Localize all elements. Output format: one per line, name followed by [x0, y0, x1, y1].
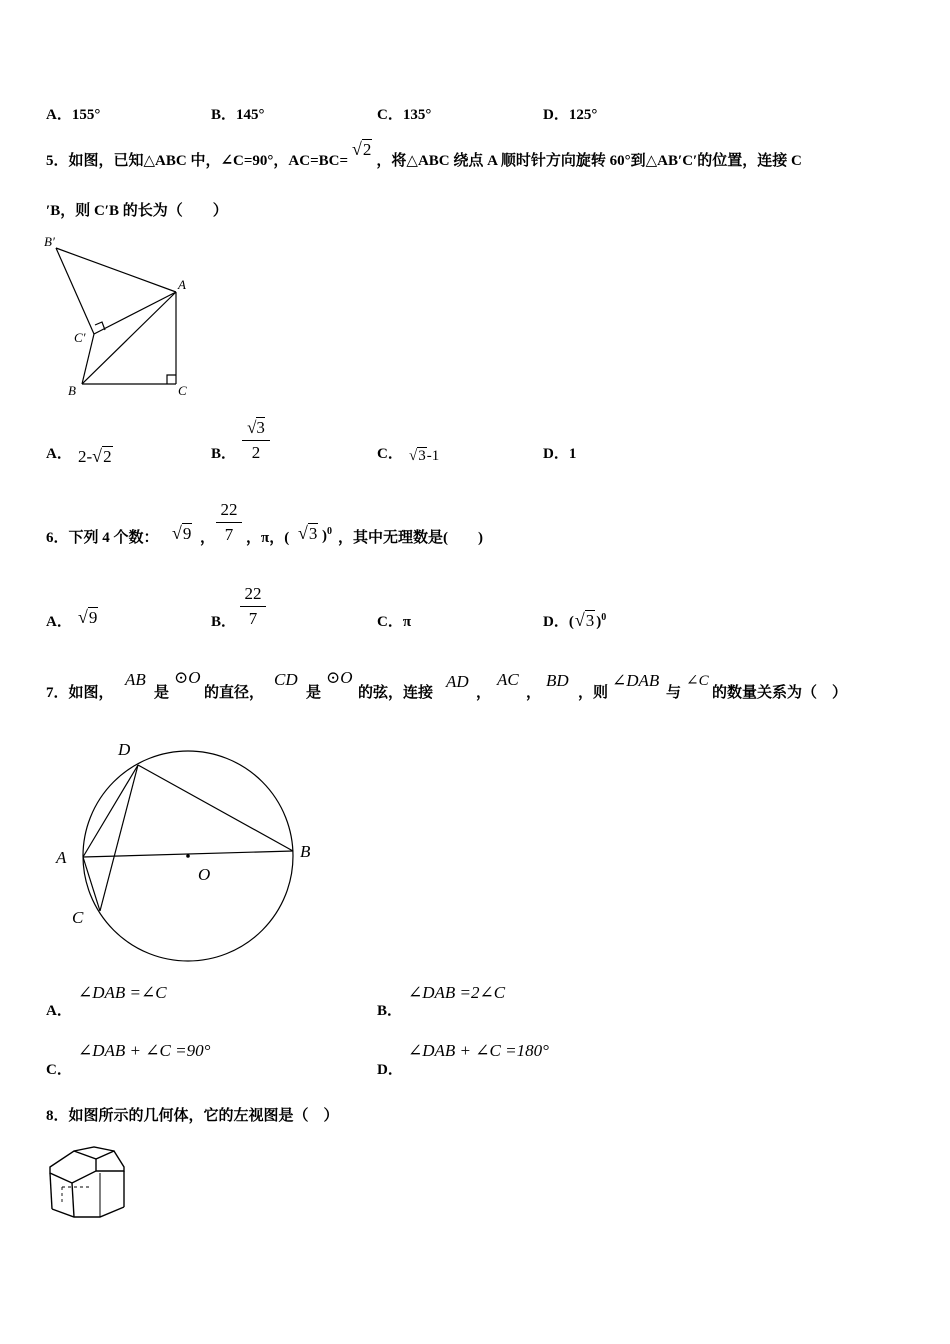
q7-m-angle-c: ∠C	[686, 673, 709, 689]
q7-chord-bd	[138, 765, 293, 851]
q8-top-back	[74, 1147, 114, 1151]
q7-p2: 是	[154, 685, 170, 701]
q5-label-bprime: B′	[44, 234, 55, 249]
q7-chord-cd	[100, 765, 138, 911]
q7-option-d-letter[interactable]: D．	[377, 1062, 403, 1078]
q7-label-b: B	[300, 842, 311, 861]
q7-p3: 的直径，	[204, 685, 265, 701]
q5-figure	[40, 232, 200, 402]
q6-option-c[interactable]: C．π	[377, 614, 412, 630]
q7-option-c-expr: ∠DAB + ∠C =90°	[78, 1041, 211, 1060]
q5-option-b-fraction: √3 2	[242, 418, 270, 463]
q7-p9: 与	[666, 685, 682, 701]
q7-chord-ac	[83, 857, 100, 911]
q8-stem: 8．如图所示的几何体，它的左视图是（ ）	[46, 1108, 339, 1124]
q5-label-c: C	[178, 383, 187, 398]
q5-option-c-letter[interactable]: C．	[377, 446, 403, 462]
q7-p1: 7．如图，	[46, 685, 114, 701]
q4-option-b[interactable]: B．145°	[211, 107, 265, 123]
q6-sqrt9: √9	[172, 523, 192, 543]
q7-option-c-letter[interactable]: C．	[46, 1062, 72, 1078]
q5-label-b: B	[68, 383, 76, 398]
q8-solid-figure	[44, 1143, 134, 1223]
q6-sqrt3: √3	[298, 523, 318, 543]
q5-option-c-value: √3-1	[409, 448, 440, 464]
q5-stem-line1: 5．如图，已知△ABC 中，∠C=90°，AC=BC=√2，将△ABC 绕点 A 顺时针方向旋转 60°到△AB′C′的位置，连接 C	[46, 139, 802, 169]
q7-m-angle-dab: ∠DAB	[612, 671, 660, 690]
q5-option-b-letter[interactable]: B．	[211, 446, 237, 462]
q7-p8: ，则	[578, 685, 609, 701]
q7-option-b-letter[interactable]: B．	[377, 1003, 403, 1019]
q7-option-a-letter[interactable]: A．	[46, 1003, 72, 1019]
q7-p10: 的数量关系为（ ）	[712, 685, 848, 701]
q6-option-a-value: √9	[78, 607, 98, 627]
q7-figure	[48, 735, 328, 975]
q7-m-circle-o: ⊙O	[174, 668, 201, 687]
q5-option-d[interactable]: D．1	[543, 446, 577, 462]
q6-pi-part: ，π，(	[246, 530, 290, 546]
q8-top-right	[96, 1151, 124, 1171]
q6-option-a-letter[interactable]: A．	[46, 614, 72, 630]
q7-option-a-expr: ∠DAB =∠C	[78, 983, 167, 1002]
q4-option-a[interactable]: A．155°	[46, 107, 101, 123]
q5-label-cprime: C′	[74, 330, 86, 345]
q6-comma: ，	[200, 530, 216, 546]
q7-option-b-expr: ∠DAB =2∠C	[408, 983, 506, 1002]
q7-m-cd: CD	[274, 670, 298, 689]
q5-option-a-letter[interactable]: A．	[46, 446, 72, 462]
q8-bottom	[52, 1207, 124, 1217]
q7-p6: ，	[476, 685, 492, 701]
q7-center-o	[186, 854, 190, 858]
q5-edge-cprime-a	[94, 292, 176, 334]
q7-label-a: A	[56, 848, 67, 867]
q5-edge-bprime-a	[56, 248, 176, 292]
q7-label-d: D	[118, 740, 131, 759]
q6-stem-prefix: 6．下列 4 个数：	[46, 530, 159, 546]
q6-option-d[interactable]: D．(√3 )$^0$	[543, 610, 607, 630]
q7-m-circle-o-2: ⊙O	[326, 668, 353, 687]
q5-stem-line2: ′B，则 C′B 的长为（ ）	[46, 203, 228, 219]
q4-option-d[interactable]: D．125°	[543, 107, 598, 123]
q5-edge-bprime-cprime	[56, 248, 94, 334]
q6-option-b-letter[interactable]: B．	[211, 614, 237, 630]
q7-option-d-expr: ∠DAB + ∠C =180°	[408, 1041, 549, 1060]
q7-m-ab: AB	[125, 670, 146, 689]
q6-close-paren: )$^0$	[322, 526, 332, 544]
q7-label-o: O	[198, 865, 211, 884]
q7-m-ad: AD	[446, 672, 469, 691]
q6-fraction-22-7: 22 7	[216, 500, 242, 545]
q4-option-c[interactable]: C．135°	[377, 107, 432, 123]
q6-option-b-fraction: 22 7	[240, 584, 266, 629]
q7-p4: 是	[306, 685, 322, 701]
q7-chord-ad	[83, 765, 138, 857]
q5-edge-b-a	[82, 292, 176, 384]
q8-edge-left	[50, 1173, 52, 1209]
q8-top-face	[50, 1151, 96, 1183]
q7-m-bd: BD	[546, 671, 569, 690]
q6-stem-suffix: ，其中无理数是( )	[338, 530, 483, 546]
q7-p7: ，	[526, 685, 542, 701]
q5-right-angle-c	[167, 375, 176, 384]
q8-edge-front	[72, 1183, 74, 1217]
q7-p5: 的弦，连接	[358, 685, 434, 701]
q5-label-a: A	[178, 277, 186, 292]
q5-option-a-value: 2-√2	[78, 446, 112, 466]
q7-m-ac: AC	[497, 670, 519, 689]
q7-label-c: C	[72, 908, 84, 927]
q5-sqrt2: √2	[352, 139, 372, 159]
